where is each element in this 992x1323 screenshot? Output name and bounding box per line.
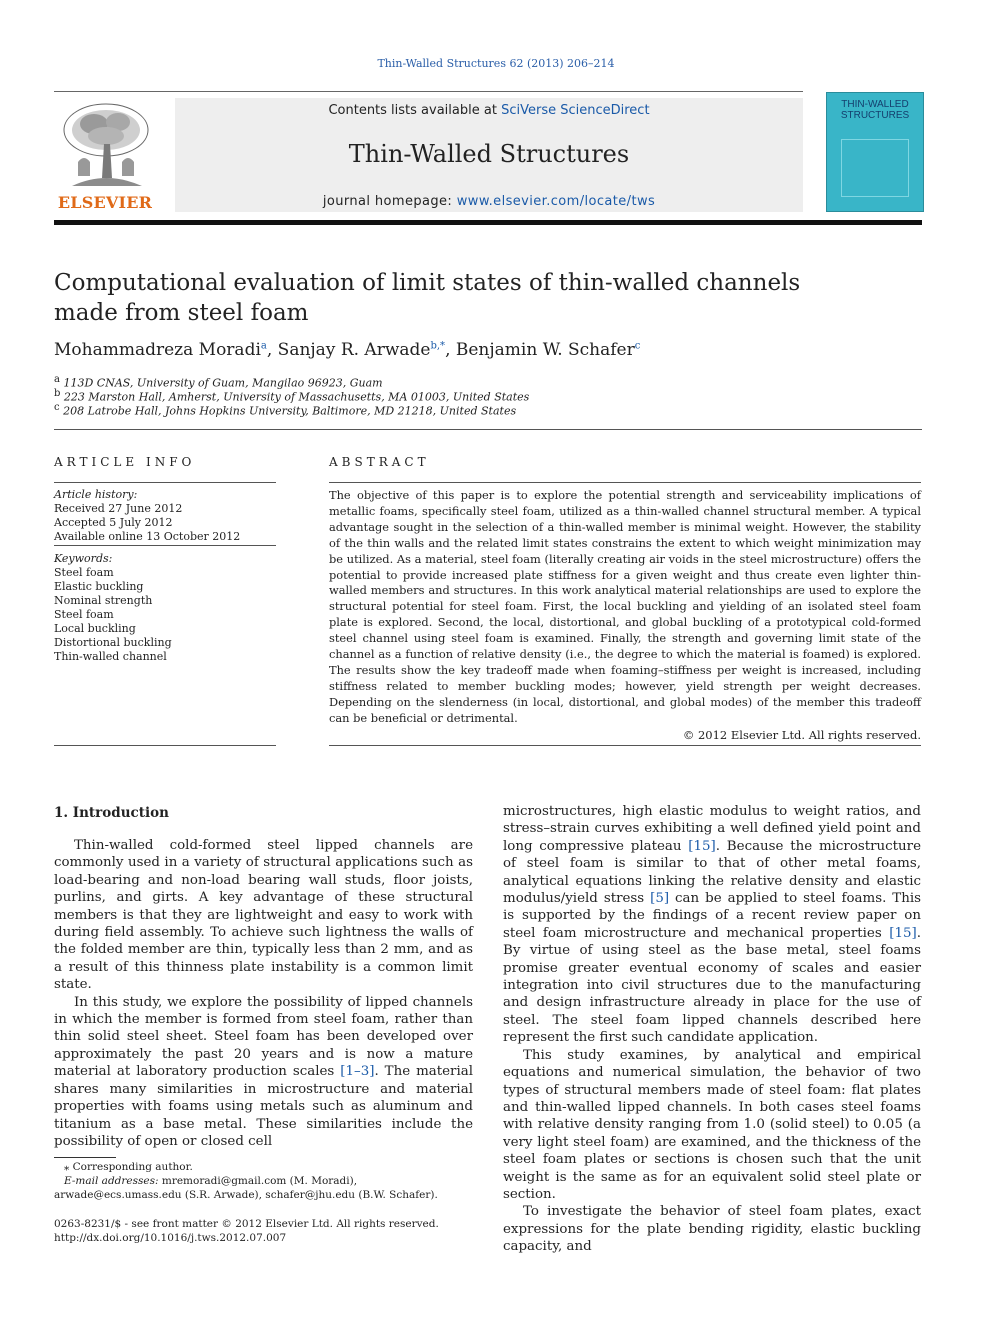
text-run: . By virtue of using steel as the base metal, steel foams promise greater eventual economy of scales and easier integration into civil structures due to the manufacturing and design infrastructure already in place for the use of steel. The steel foam lipped channels described here represent the first such candidate application. [503, 925, 921, 1046]
footnotes [54, 1160, 474, 1202]
paragraph [54, 994, 473, 1151]
issn-line: 0263-8231/$ - see front matter © 2012 Elsevier Ltd. All rights reserved. [54, 1218, 439, 1230]
section-heading-introduction: 1. Introduction [54, 805, 169, 821]
author-name[interactable]: Sanjay R. Arwade [277, 340, 431, 360]
header-top-rule [54, 91, 803, 92]
affiliation-sup: c [54, 402, 60, 413]
journal-title: Thin-Walled Structures [348, 140, 630, 168]
affiliation [54, 401, 754, 419]
keyword: Distortional buckling [54, 636, 172, 649]
article-title: Computational evaluation of limit states of thin-walled channels made from steel foam [54, 270, 801, 326]
elsevier-wordmark: ELSEVIER [57, 193, 153, 212]
homepage-prefix: journal homepage: [322, 194, 457, 209]
divider [54, 429, 922, 430]
abstract-text: The objective of this paper is to explore the potential strength and serviceability implications of metallic foams, specifically steel foam, utilized as a thin-walled channel structural member. A typical advantage sought in the selection of a thin-walled member is minimal weight. However, the stability of the thin walls and the related limit states constrains the extent to which weight minimization may be utilized. As a material, steel foam (literally creating air voids in the steel microstructure) offers the potential to provide increased plate stiffness for a given weight and thus create even lighter thin-walled members and structures. In this work analytical material relationships are used to explore the structural potential for steel foam. First, the local buckling and yielding of an isolated steel foam plate is explored. Second, the local, distortional, and global buckling of a prototypical cold-formed steel channel using steel foam is examined. Finally, the strength and governing limit state of the channel as a function of relative density (i.e., the degree to which the material is foamed) is explored. The results show the key tradeoff made when foaming–stiffness per weight is increased, including stiffness related to member buckling modes; however, yield strength per weight decreases. Depending on the slenderness (in local, distortional, and global modes) of the member this tradeoff can be beneficial or detrimental. [329, 488, 921, 725]
keyword: Thin-walled channel [54, 650, 167, 663]
citation-link[interactable]: [15] [889, 925, 917, 941]
sciencedirect-link[interactable]: SciVerse ScienceDirect [501, 103, 650, 118]
divider [54, 745, 276, 746]
citation-link[interactable]: [1–3] [340, 1064, 375, 1080]
divider [329, 745, 921, 746]
affiliation-text: 113D CNAS, University of Guam, Mangilao 96923, Guam [63, 376, 383, 390]
email-line [54, 1174, 474, 1188]
affiliation-text: 223 Marston Hall, Amherst, University of Massachusetts, MA 01003, United States [63, 390, 530, 404]
journal-cover-thumbnail[interactable] [826, 92, 924, 212]
keyword: Steel foam [54, 566, 114, 579]
citation-link[interactable]: [5] [650, 891, 670, 907]
body-left-column [54, 837, 473, 1150]
keyword: Steel foam [54, 608, 114, 621]
abstract-heading: ABSTRACT [329, 455, 430, 469]
author-sup[interactable]: a [260, 340, 267, 352]
paragraph [503, 803, 921, 1047]
article-info-block [54, 488, 276, 664]
keyword: Elastic buckling [54, 580, 144, 593]
keyword: Local buckling [54, 622, 136, 635]
keyword: Nominal strength [54, 594, 153, 607]
keywords-label: Keywords: [54, 552, 113, 565]
footnote-rule [54, 1157, 116, 1158]
body-right-column [503, 803, 921, 1256]
header-bottom-rule [54, 220, 922, 225]
homepage-line [175, 194, 803, 209]
text-run: can be applied to steel foams. This is supported by the findings of a recent review paper on steel foam microstructure and mechanical properties [503, 891, 921, 941]
article-info-heading: ARTICLE INFO [54, 455, 196, 469]
cover-panel [841, 139, 909, 197]
text-run: . The material shares many similarities in microstructure and material properties with foams using metals such as aluminum and titanium as a base metal. These similarities include the possibility of open or closed cell [54, 1064, 474, 1149]
text-run: microstructures, high elastic modulus to weight ratios, and stress–strain curves exhibiting a well defined yield point and long compressive plateau [503, 804, 921, 854]
author-list: Mohammadreza Moradi$^a$, Sanjay R. Arwade$^{b,*}$, Benjamin W. Schafer$^c$ [54, 340, 641, 360]
homepage-link[interactable]: www.elsevier.com/locate/tws [456, 194, 656, 209]
accepted-date: Accepted 5 July 2012 [54, 516, 173, 529]
text-run: In this study, we explore the possibility of lipped channels in which the member is formed from steel foam, rather than thin solid steel sheet. Steel foam has been developed over approximately the past 20 years and is now a mature material at laboratory production scales [54, 994, 473, 1080]
email-address[interactable]: mremoradi@gmail.com (M. Moradi), [158, 1175, 358, 1187]
affiliation-sup: b [54, 388, 61, 399]
paragraph: Thin-walled cold-formed steel lipped channels are commonly used in a variety of structural applications such as load-bearing and non-load bearing wall studs, floor joists, purlins, and girts. A key advantage of these structural members is that they are lightweight and easy to work with during field assembly. To achieve such lightness the walls of the folded member are thin, typically less than 2 mm, and as a result of this thinness plate instability is a common limit state. [54, 838, 473, 993]
divider [329, 482, 921, 483]
author-sup[interactable]: c [634, 340, 641, 352]
abstract-copyright: © 2012 Elsevier Ltd. All rights reserved. [682, 728, 921, 742]
corresponding-author-note: ⁎ Corresponding author. [64, 1161, 193, 1173]
history-label: Article history: [54, 488, 138, 501]
text-run: . Because the microstructure of steel foam is similar to that of other metal foams, analytical equations linking the relative density and elastic modulus/yield stress [503, 838, 921, 907]
author-sup[interactable]: b,* [430, 340, 446, 352]
affiliation-sup: a [54, 374, 60, 385]
divider [54, 545, 276, 546]
front-matter [54, 1217, 474, 1245]
doi-link[interactable]: http://dx.doi.org/10.1016/j.tws.2012.07.007 [54, 1232, 287, 1244]
divider [54, 482, 276, 483]
author-name[interactable]: Mohammadreza Moradi [54, 340, 261, 360]
citation-link[interactable]: [15] [688, 838, 716, 854]
received-date: Received 27 June 2012 [54, 502, 183, 515]
online-date: Available online 13 October 2012 [54, 530, 241, 543]
author-name[interactable]: Benjamin W. Schafer [455, 340, 635, 360]
paragraph: This study examines, by analytical and empirical equations and numerical simulation, the behavior of two types of structural members made of steel foam: flat plates and thin-walled lipped channels. In both cases steel foams with relative density ranging from 1.0 (solid steel) to 0.05 (a very light steel foam) are examined, and the thickness of the steel foam plates or sections is chosen such that the unit weight is the same as for an equivalent solid steel plate or section. [503, 1047, 921, 1202]
journal-reference[interactable]: Thin-Walled Structures 62 (2013) 206–214 [377, 57, 615, 70]
contents-prefix: Contents lists available at [328, 103, 502, 118]
paragraph: To investigate the behavior of steel foam plates, exact expressions for the plate bending rigidity, elastic buckling capacity, and [503, 1204, 921, 1255]
cover-title: THIN-WALLED STRUCTURES [840, 99, 910, 121]
email-line[interactable]: arwade@ecs.umass.edu (S.R. Arwade), schafer@jhu.edu (B.W. Schafer). [54, 1189, 438, 1201]
contents-line [175, 103, 803, 118]
email-label: E-mail addresses: [64, 1175, 159, 1187]
affiliation-text: 208 Latrobe Hall, Johns Hopkins University, Baltimore, MD 21218, United States [63, 404, 517, 418]
